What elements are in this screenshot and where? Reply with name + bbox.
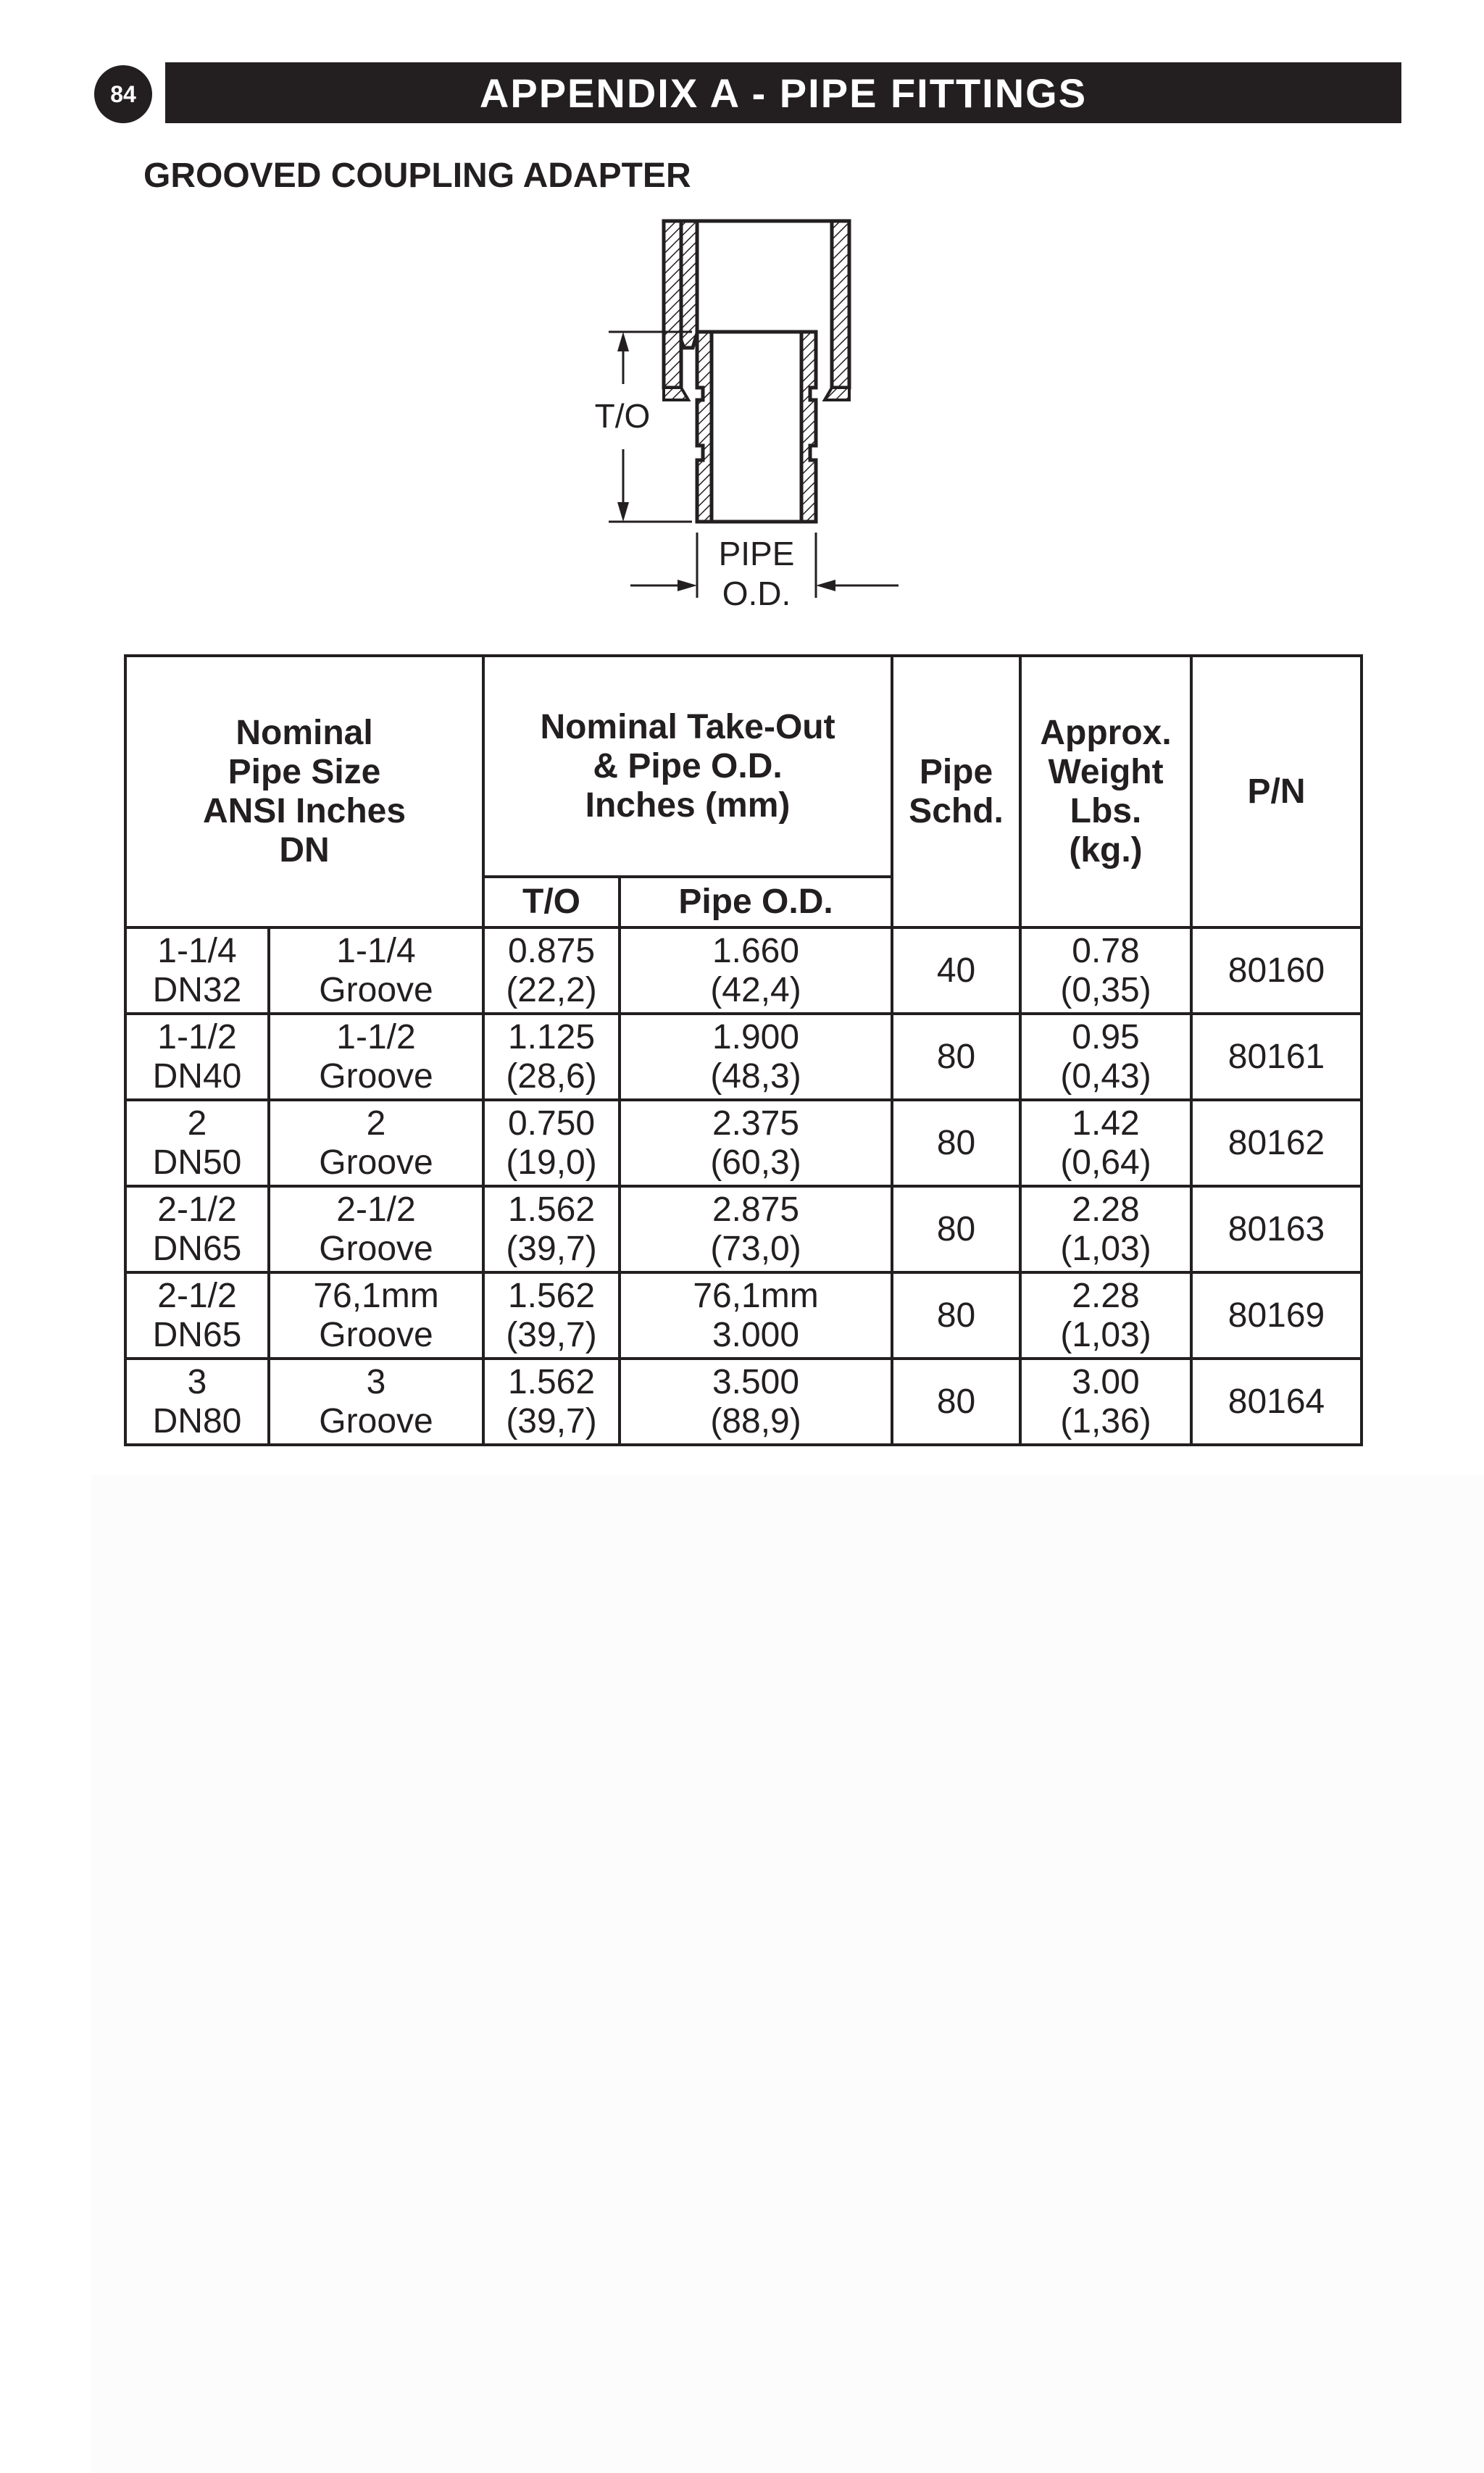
adapter-left-wall bbox=[697, 332, 712, 522]
table-row bbox=[125, 1186, 1362, 1272]
pipe-od-label-line1: PIPE bbox=[718, 535, 795, 572]
fitting-spec-table bbox=[124, 654, 1363, 1446]
cell-groove: 1-1/4 Groove bbox=[269, 927, 483, 1014]
take-out-label: T/O bbox=[594, 397, 651, 435]
cell-weight: 3.00 (1,36) bbox=[1020, 1359, 1191, 1445]
cell-size: 1-1/2 DN40 bbox=[125, 1014, 269, 1100]
cell-schd: 80 bbox=[892, 1014, 1020, 1100]
page-number: 84 bbox=[94, 65, 152, 123]
cell-pipe-od: 76,1mm 3.000 bbox=[620, 1272, 892, 1359]
header-pn: P/N bbox=[1191, 656, 1362, 927]
coupling-left-wall bbox=[664, 221, 697, 400]
cell-size: 2 DN50 bbox=[125, 1100, 269, 1186]
header-pipe-od: Pipe O.D. bbox=[620, 877, 892, 927]
cell-to: 1.562 (39,7) bbox=[483, 1359, 620, 1445]
coupling-adapter-diagram bbox=[594, 210, 928, 638]
cell-to: 1.562 (39,7) bbox=[483, 1272, 620, 1359]
table-row bbox=[125, 1100, 1362, 1186]
cell-groove: 1-1/2 Groove bbox=[269, 1014, 483, 1100]
cell-to: 1.125 (28,6) bbox=[483, 1014, 620, 1100]
header-take-out: Nominal Take-Out & Pipe O.D. Inches (mm) bbox=[483, 656, 892, 877]
cell-schd: 40 bbox=[892, 927, 1020, 1014]
cell-weight: 1.42 (0,64) bbox=[1020, 1100, 1191, 1186]
cell-pn: 80162 bbox=[1191, 1100, 1362, 1186]
cell-pipe-od: 1.660 (42,4) bbox=[620, 927, 892, 1014]
header-weight: Approx. Weight Lbs. (kg.) bbox=[1020, 656, 1191, 927]
cell-size: 1-1/4 DN32 bbox=[125, 927, 269, 1014]
table-row bbox=[125, 1014, 1362, 1100]
cell-pipe-od: 1.900 (48,3) bbox=[620, 1014, 892, 1100]
cell-schd: 80 bbox=[892, 1272, 1020, 1359]
cell-pipe-od: 3.500 (88,9) bbox=[620, 1359, 892, 1445]
cell-pn: 80161 bbox=[1191, 1014, 1362, 1100]
header-to: T/O bbox=[483, 877, 620, 927]
table-row bbox=[125, 1272, 1362, 1359]
header-pipe-schd: Pipe Schd. bbox=[892, 656, 1020, 927]
page-header: APPENDIX A - PIPE FITTINGS bbox=[165, 62, 1401, 123]
cell-size: 3 DN80 bbox=[125, 1359, 269, 1445]
cell-weight: 2.28 (1,03) bbox=[1020, 1272, 1191, 1359]
cell-pn: 80169 bbox=[1191, 1272, 1362, 1359]
coupling-right-wall bbox=[825, 221, 849, 400]
cell-groove: 2-1/2 Groove bbox=[269, 1186, 483, 1272]
cell-pipe-od: 2.375 (60,3) bbox=[620, 1100, 892, 1186]
cell-pn: 80163 bbox=[1191, 1186, 1362, 1272]
cell-pn: 80160 bbox=[1191, 927, 1362, 1014]
table-row bbox=[125, 927, 1362, 1014]
cell-groove: 2 Groove bbox=[269, 1100, 483, 1186]
cell-weight: 2.28 (1,03) bbox=[1020, 1186, 1191, 1272]
cell-pipe-od: 2.875 (73,0) bbox=[620, 1186, 892, 1272]
cell-groove: 76,1mm Groove bbox=[269, 1272, 483, 1359]
table-row bbox=[125, 1359, 1362, 1445]
cell-to: 1.562 (39,7) bbox=[483, 1186, 620, 1272]
cell-to: 0.875 (22,2) bbox=[483, 927, 620, 1014]
cell-schd: 80 bbox=[892, 1100, 1020, 1186]
header-nominal-size: Nominal Pipe Size ANSI Inches DN bbox=[125, 656, 483, 927]
cell-to: 0.750 (19,0) bbox=[483, 1100, 620, 1186]
pipe-od-label-line2: O.D. bbox=[722, 575, 791, 612]
cell-size: 2-1/2 DN65 bbox=[125, 1186, 269, 1272]
cell-schd: 80 bbox=[892, 1186, 1020, 1272]
cell-groove: 3 Groove bbox=[269, 1359, 483, 1445]
cell-weight: 0.95 (0,43) bbox=[1020, 1014, 1191, 1100]
cell-pn: 80164 bbox=[1191, 1359, 1362, 1445]
page-background bbox=[91, 1475, 1484, 2473]
cell-weight: 0.78 (0,35) bbox=[1020, 927, 1191, 1014]
cell-schd: 80 bbox=[892, 1359, 1020, 1445]
section-title: GROOVED COUPLING ADAPTER bbox=[143, 157, 691, 195]
cell-size: 2-1/2 DN65 bbox=[125, 1272, 269, 1359]
adapter-right-wall bbox=[801, 332, 816, 522]
